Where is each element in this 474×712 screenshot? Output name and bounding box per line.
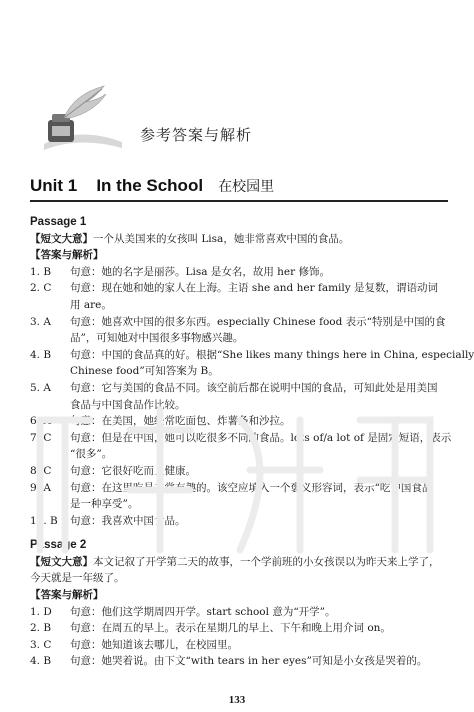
answer-item xyxy=(30,620,448,637)
answer-number: 4. B xyxy=(30,655,52,668)
answer-number: 3. C xyxy=(30,638,52,651)
answer-explanation: 句意：在美国，她经常吃面包、炸薯条和沙拉。 xyxy=(70,415,291,428)
answer-explanation-cont: 食品与中国食品作比较。 xyxy=(70,398,186,411)
passage-title: Passage 2 xyxy=(30,539,87,552)
summary-text: 本文记叙了开学第二天的故事，一个学前班的小女孩误以为昨天来上学了， xyxy=(93,555,440,568)
answer-explanation: 句意：现在她和她的家人在上海。主语 she and her family 是复数，谓语动词 xyxy=(70,282,439,295)
passage-summary xyxy=(30,554,448,571)
answer-number: 9. A xyxy=(30,481,51,494)
unit-label: Unit 1 xyxy=(30,176,78,195)
answer-explanation: 句意：她哭着说。由下文“with tears in her eyes”可知是小女孩是哭着的。 xyxy=(70,655,428,668)
answer-item xyxy=(30,380,448,413)
answer-number: 6. A xyxy=(30,415,51,428)
answer-item xyxy=(30,463,448,480)
summary-text-cont: 今天就是一年级了。 xyxy=(30,572,125,585)
answer-number: 3. A xyxy=(30,315,51,328)
answer-explanation: 句意：它与美国的食品不同。该空前后都在说明中国的食品，可知此处是用美国 xyxy=(70,381,438,394)
answer-number: 5. A xyxy=(30,381,51,394)
answer-explanation: 句意：她的名字是丽莎。Lisa 是女名，故用 her 修饰。 xyxy=(70,265,330,278)
answer-content xyxy=(30,212,474,670)
answer-item xyxy=(30,653,448,670)
answer-item xyxy=(30,314,448,347)
answer-item xyxy=(30,413,448,430)
answer-item xyxy=(30,280,448,313)
answer-number: 2. C xyxy=(30,282,52,295)
answer-explanation: 句意：它很好吃而且健康。 xyxy=(70,464,196,477)
answer-number: 10. B xyxy=(30,514,58,527)
answer-explanation: 句意：她喜欢中国的很多东西。especially Chinese food 表示“特别是中国的食 xyxy=(70,315,446,328)
answer-explanation-cont: “很多”。 xyxy=(70,448,113,461)
unit-chinese-name: 在校园里 xyxy=(218,179,275,195)
passage-title: Passage 1 xyxy=(30,216,87,228)
answer-item xyxy=(30,637,448,654)
answer-number: 1. D xyxy=(30,605,52,618)
answer-number: 7. C xyxy=(30,431,52,444)
page-number: 133 xyxy=(228,694,246,706)
unit-header xyxy=(30,176,448,202)
unit-name: In the School xyxy=(96,176,204,195)
answer-item xyxy=(30,604,448,621)
answer-number: 4. B xyxy=(30,348,52,361)
answer-explanation-cont: 是一种享受”。 xyxy=(70,498,139,511)
answer-explanation: 句意：在周五的早上。表示在星期几的早上、下午和晚上用介词 on。 xyxy=(70,622,391,635)
answer-explanation-cont: 品”，可知她对中国很多事物感兴趣。 xyxy=(70,332,244,345)
summary-label: 【短文大意】 xyxy=(30,555,93,568)
summary-text: 一个从美国来的女孩叫 Lisa，她非常喜欢中国的食品。 xyxy=(93,232,350,245)
answer-item xyxy=(30,347,474,380)
summary-label: 【短文大意】 xyxy=(30,232,93,245)
answer-item xyxy=(30,264,448,281)
section-title: 参考答案与解析 xyxy=(140,126,253,144)
answer-explanation: 句意：他们这学期周四开学。start school 意为“开学”。 xyxy=(70,605,336,618)
answer-number: 2. B xyxy=(30,622,52,635)
answer-number: 1. B xyxy=(30,265,52,278)
answer-number: 8. C xyxy=(30,464,52,477)
answer-explanation: 句意：中国的食品真的好。根据“She likes many things here in China, especially xyxy=(70,348,474,361)
analysis-label: 【答案与解析】 xyxy=(30,249,104,262)
answer-item xyxy=(30,430,452,463)
answer-explanation: 句意：她知道该去哪儿，在校园里。 xyxy=(70,638,238,651)
answer-item xyxy=(30,513,448,530)
answer-item xyxy=(30,480,448,513)
answer-explanation-cont: 用 are。 xyxy=(70,298,112,311)
answer-explanation: 句意：在这里吃是非常有趣的。该空应填入一个褒义形容词，表示“吃中国食品 xyxy=(70,481,433,494)
inkwell-quill-icon xyxy=(34,84,124,152)
analysis-label: 【答案与解析】 xyxy=(30,589,104,602)
passage-summary xyxy=(30,231,448,248)
answer-explanation: 句意：我喜欢中国食品。 xyxy=(70,514,186,527)
answer-explanation-cont: Chinese food”可知答案为 B。 xyxy=(70,365,219,378)
answer-explanation: 句意：但是在中国，她可以吃很多不同的食品。lots of/a lot of 是固定短语，表示 xyxy=(70,431,452,444)
